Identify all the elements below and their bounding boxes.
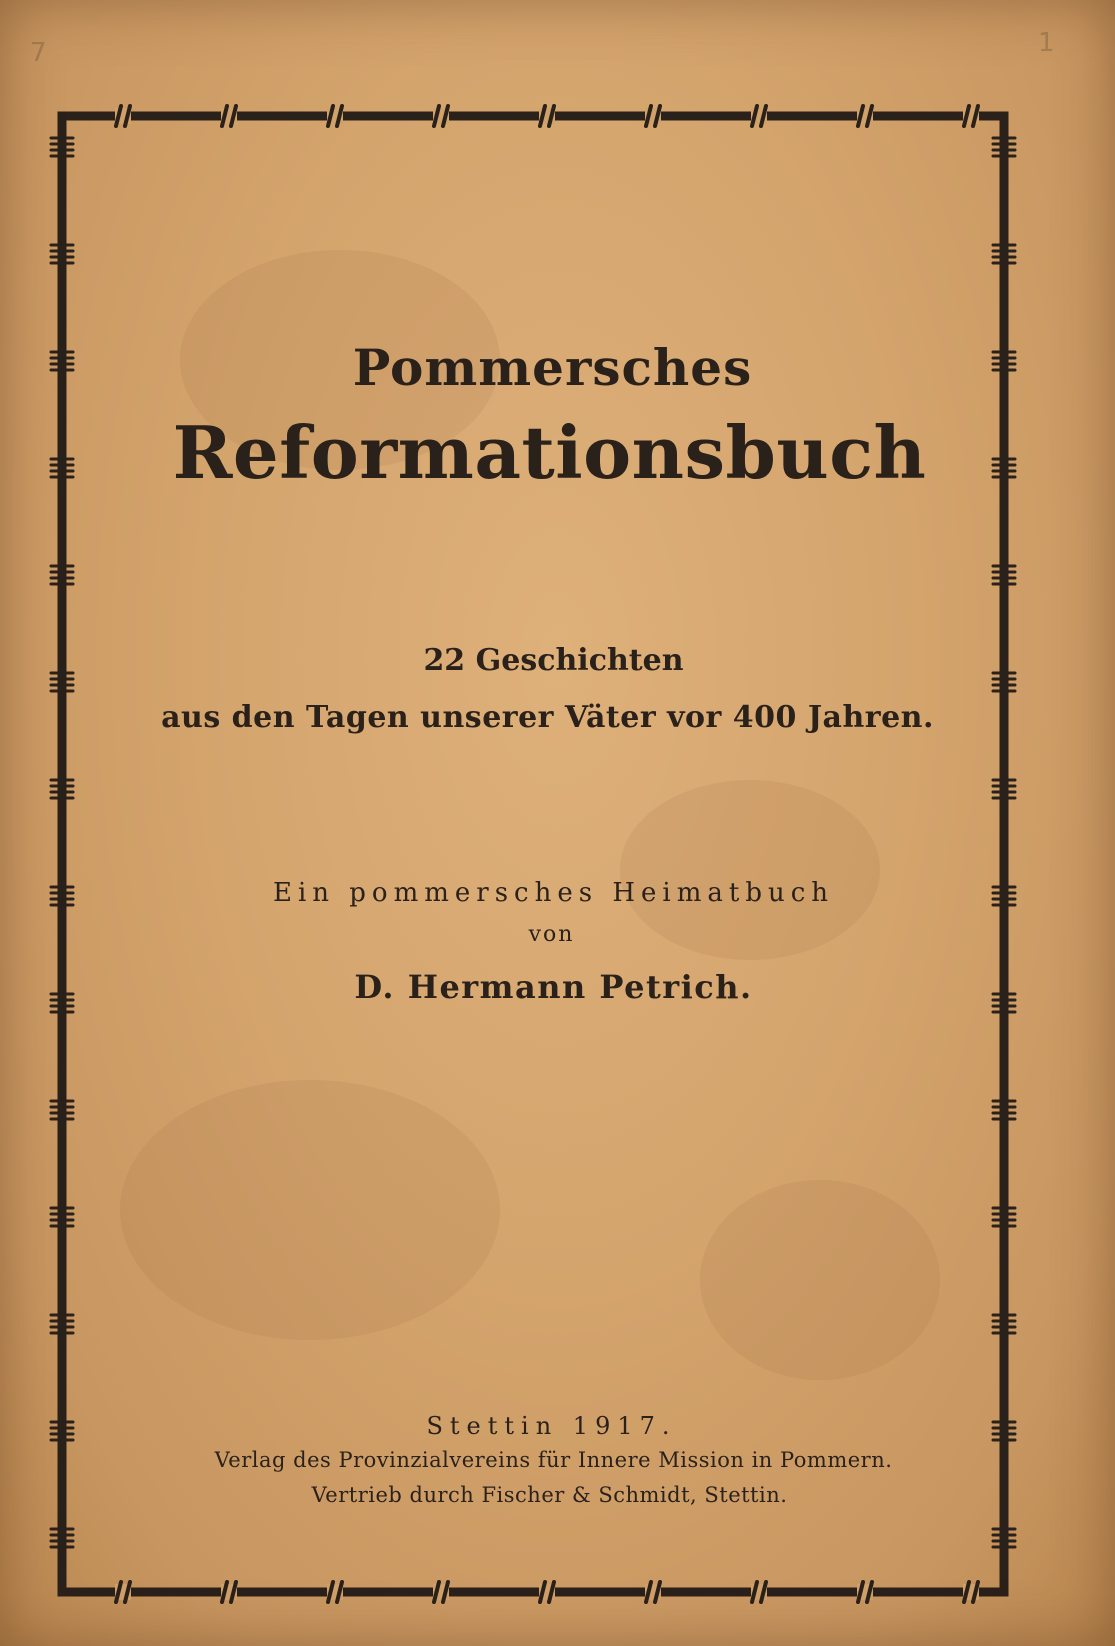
publisher-line: Verlag des Provinzialvereins für Innere Mission in Pommern. [214,1448,893,1472]
author-name: D. Hermann Petrich. [354,968,753,1006]
frame-left-bar [58,112,67,1597]
place-year: Stettin 1917. [426,1412,677,1440]
subtitle-line-1: 22 Geschichten [423,643,684,678]
subtitle-line-2: aus den Tagen unserer Väter vor 400 Jahren. [161,700,934,735]
pencil-mark-top-right: 1 [1038,28,1055,58]
pencil-mark-top-left: 7 [30,38,47,68]
heimatbuch-line: Ein pommersches Heimatbuch [272,878,835,908]
title-line-2: Reformationsbuch [172,410,927,495]
title-line-1: Pommersches [352,338,753,397]
frame-right-bar [1000,112,1009,1597]
distributor-line: Vertrieb durch Fischer & Schmidt, Stettin. [311,1483,788,1507]
von-line: von [528,922,575,947]
